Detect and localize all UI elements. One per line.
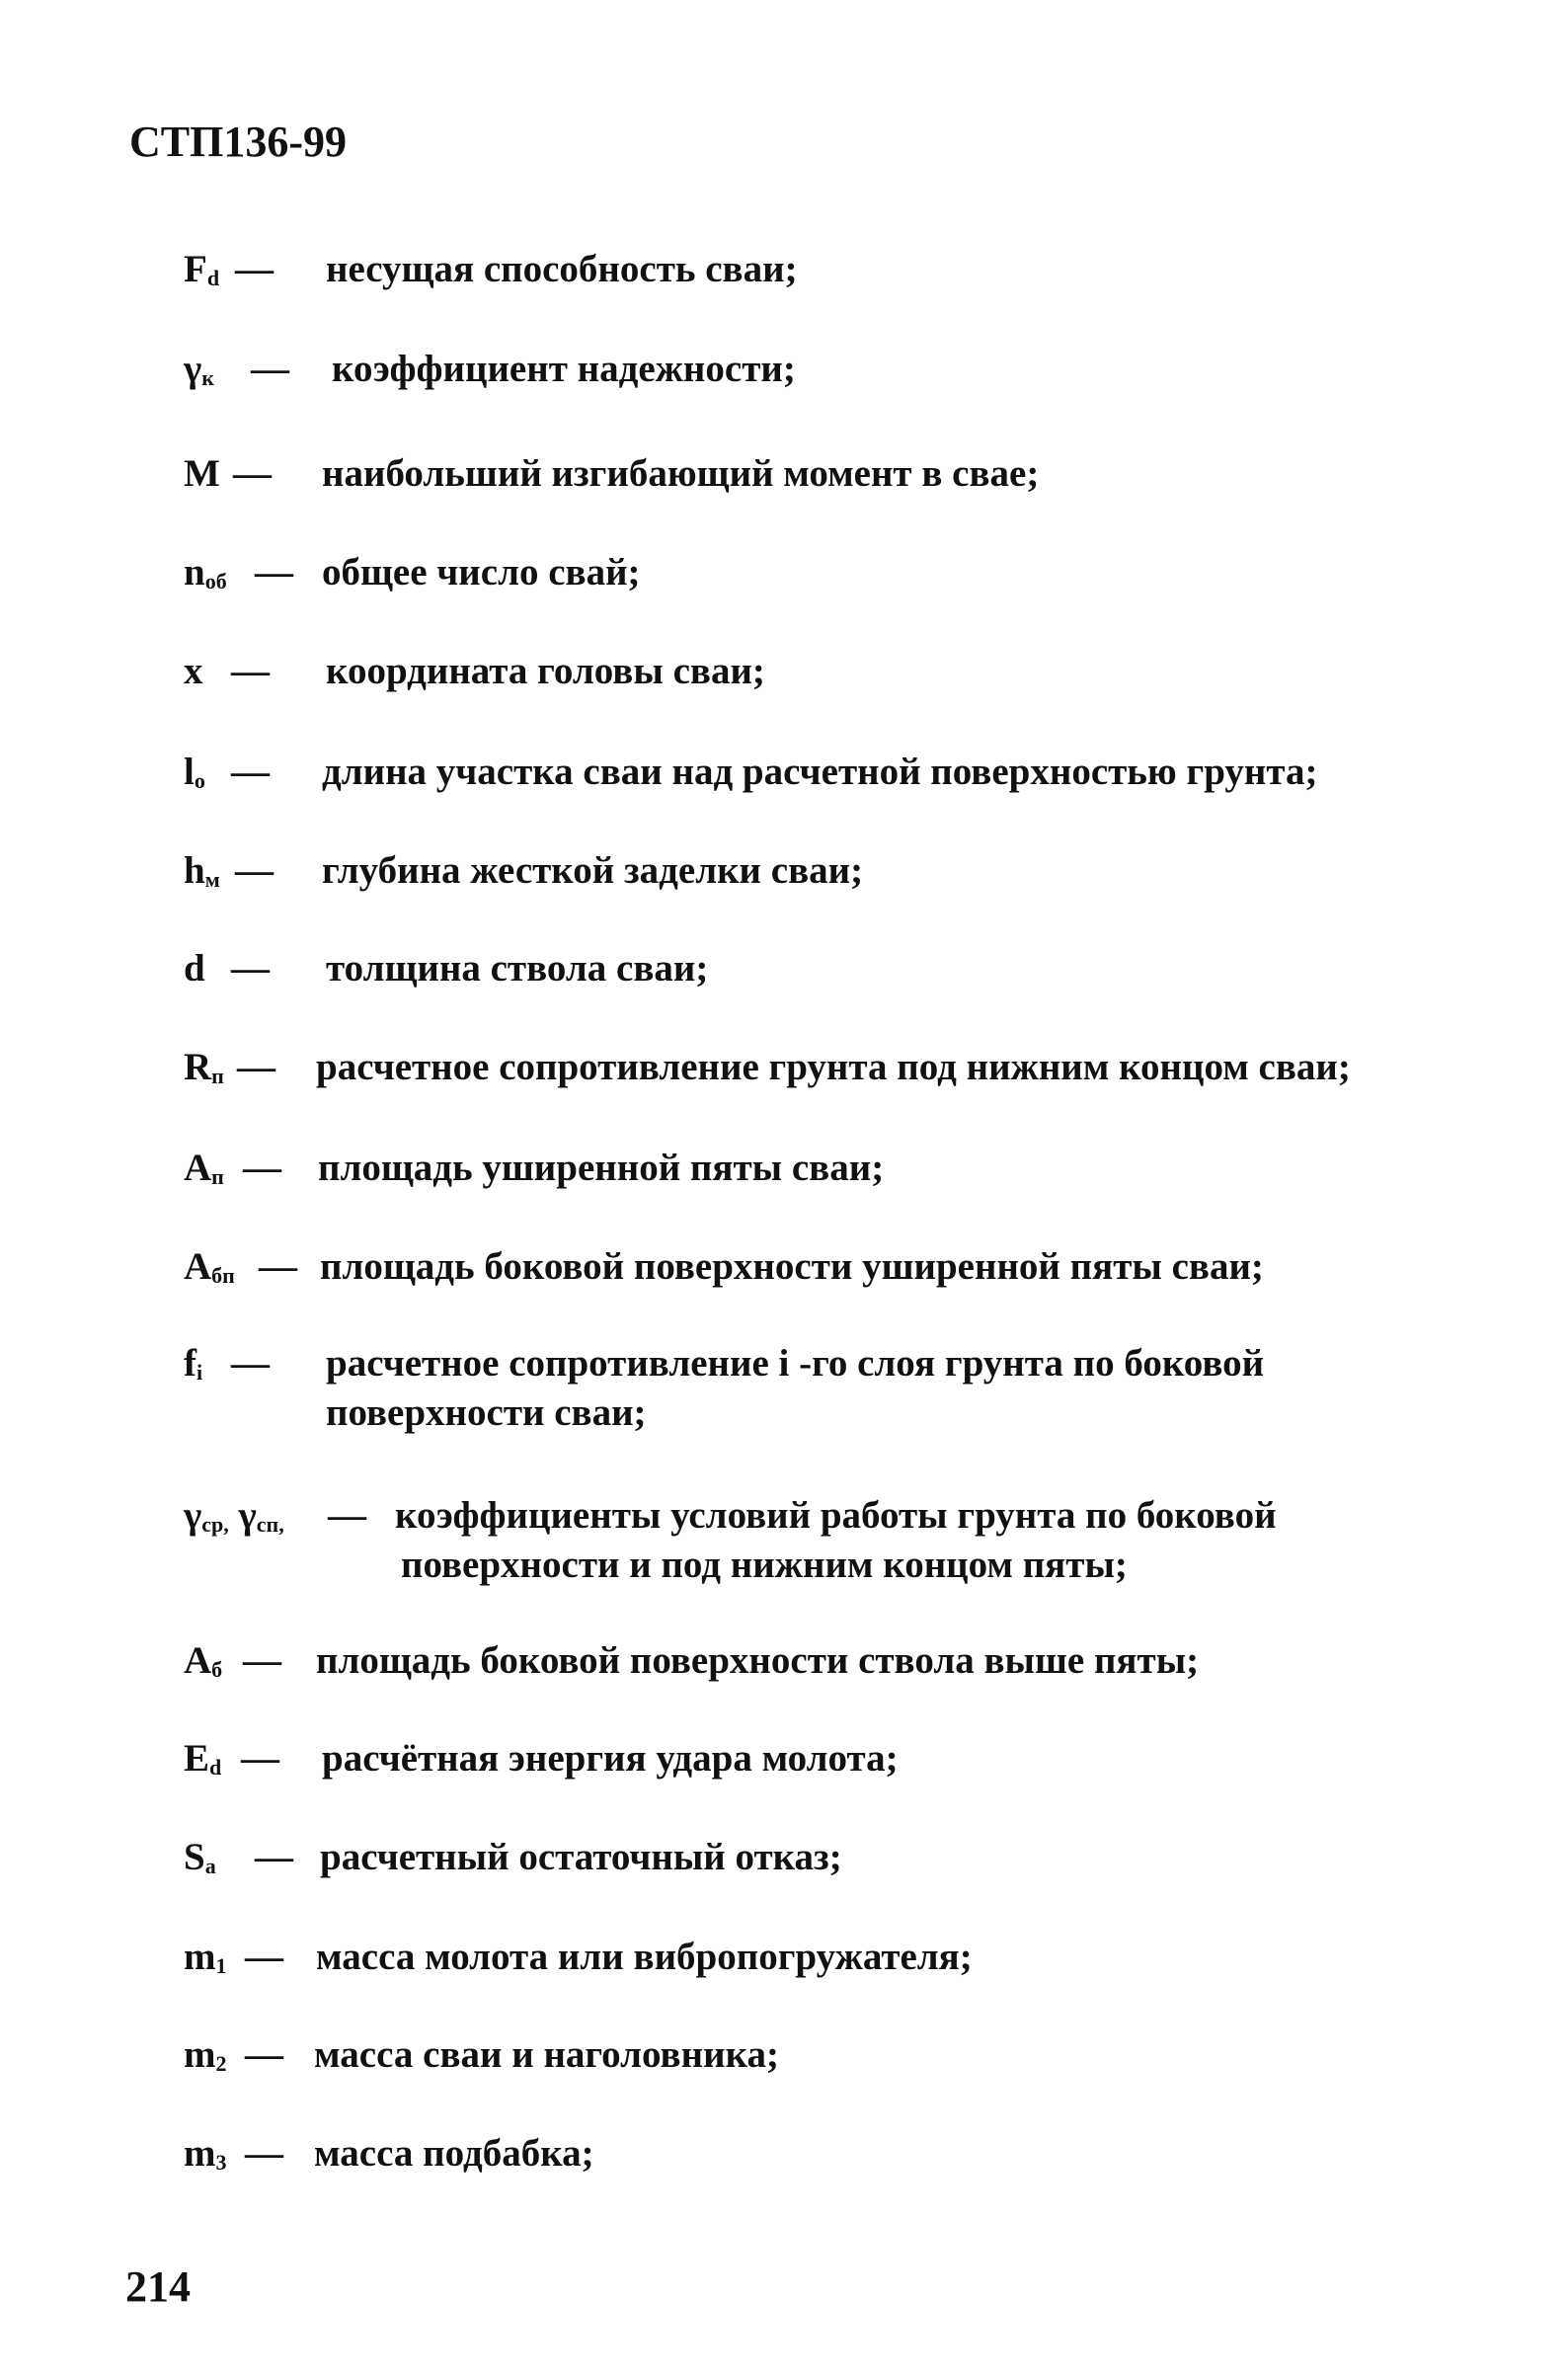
em-dash: —	[231, 947, 270, 990]
symbol-description: масса сваи и наголовника;	[314, 2033, 779, 2076]
symbol: d	[184, 947, 205, 990]
em-dash: —	[235, 248, 274, 290]
symbol: $A_{бп}$	[184, 1245, 235, 1288]
symbol-description: площадь боковой поверхности ствола выше пяты;	[316, 1639, 1200, 1682]
symbol: $R_п$	[184, 1046, 224, 1088]
em-dash: —	[328, 1494, 366, 1537]
symbol-description: координата головы сваи;	[326, 650, 765, 692]
em-dash: —	[245, 1936, 283, 1978]
symbol-description: общее число свай;	[322, 551, 641, 594]
em-dash: —	[255, 1836, 293, 1878]
em-dash: —	[259, 1245, 297, 1288]
em-dash: —	[235, 849, 274, 892]
em-dash: —	[231, 751, 270, 793]
symbol: $A_п$	[184, 1147, 224, 1189]
symbol: $m_3$	[184, 2132, 227, 2175]
symbol: $m_2$	[184, 2033, 227, 2076]
symbol-description: площадь уширенной пяты сваи;	[318, 1147, 885, 1189]
symbol-description: коэффициенты условий работы грунта по боковой поверхности и под нижним концом пяты;	[395, 1494, 1277, 1586]
em-dash: —	[245, 2033, 283, 2076]
symbol-description: коэффициент надежности;	[332, 348, 796, 390]
symbol: $E_d$	[184, 1737, 222, 1780]
em-dash: —	[237, 1046, 275, 1088]
symbol: $\gamma_к$	[184, 348, 214, 390]
symbol-description: масса молота или вибропогружателя;	[316, 1936, 973, 1978]
page-number: 214	[125, 2262, 191, 2311]
em-dash: —	[243, 1147, 281, 1189]
symbol-description: толщина ствола сваи;	[326, 947, 709, 990]
symbol: $S_a$	[184, 1836, 216, 1878]
symbol: $h_м$	[184, 849, 220, 892]
symbol: M	[184, 452, 220, 495]
em-dash: —	[241, 1737, 279, 1780]
em-dash: —	[245, 2132, 283, 2175]
symbol: $F_d$	[184, 248, 220, 290]
em-dash: —	[233, 452, 272, 495]
em-dash: —	[243, 1639, 281, 1682]
symbol-description: несущая способность сваи;	[326, 248, 798, 290]
document-code: СТП136-99	[129, 118, 347, 166]
symbol: $l_o$	[184, 751, 205, 793]
em-dash: —	[231, 1342, 270, 1385]
em-dash: —	[251, 348, 289, 390]
symbol-description: глубина жесткой заделки сваи;	[322, 849, 864, 892]
symbol-description: расчетное сопротивление i -го слоя грунта по боковой поверхности сваи;	[326, 1342, 1265, 1434]
symbol-description: масса подбабка;	[314, 2132, 594, 2175]
symbol-description: расчётная энергия удара молота;	[322, 1737, 899, 1780]
symbol-description: длина участка сваи над расчетной поверхностью грунта;	[322, 751, 1318, 793]
em-dash: —	[255, 551, 293, 594]
symbol: $f_i$	[184, 1342, 203, 1385]
symbol: x	[184, 650, 203, 692]
symbol: $A_б$	[184, 1639, 223, 1682]
em-dash: —	[231, 650, 270, 692]
symbol: $\gamma_{ср,}$ $\gamma_{сп,}$	[184, 1494, 284, 1537]
symbol-description: наибольший изгибающий момент в свае;	[322, 452, 1040, 495]
symbol-description: расчетный остаточный отказ;	[320, 1836, 842, 1878]
symbol-description: расчетное сопротивление грунта под нижним концом сваи;	[316, 1046, 1351, 1088]
symbol-description: площадь боковой поверхности уширенной пяты сваи;	[320, 1245, 1264, 1288]
symbol: $n_{об}$	[184, 551, 227, 594]
symbol: $m_1$	[184, 1936, 227, 1978]
